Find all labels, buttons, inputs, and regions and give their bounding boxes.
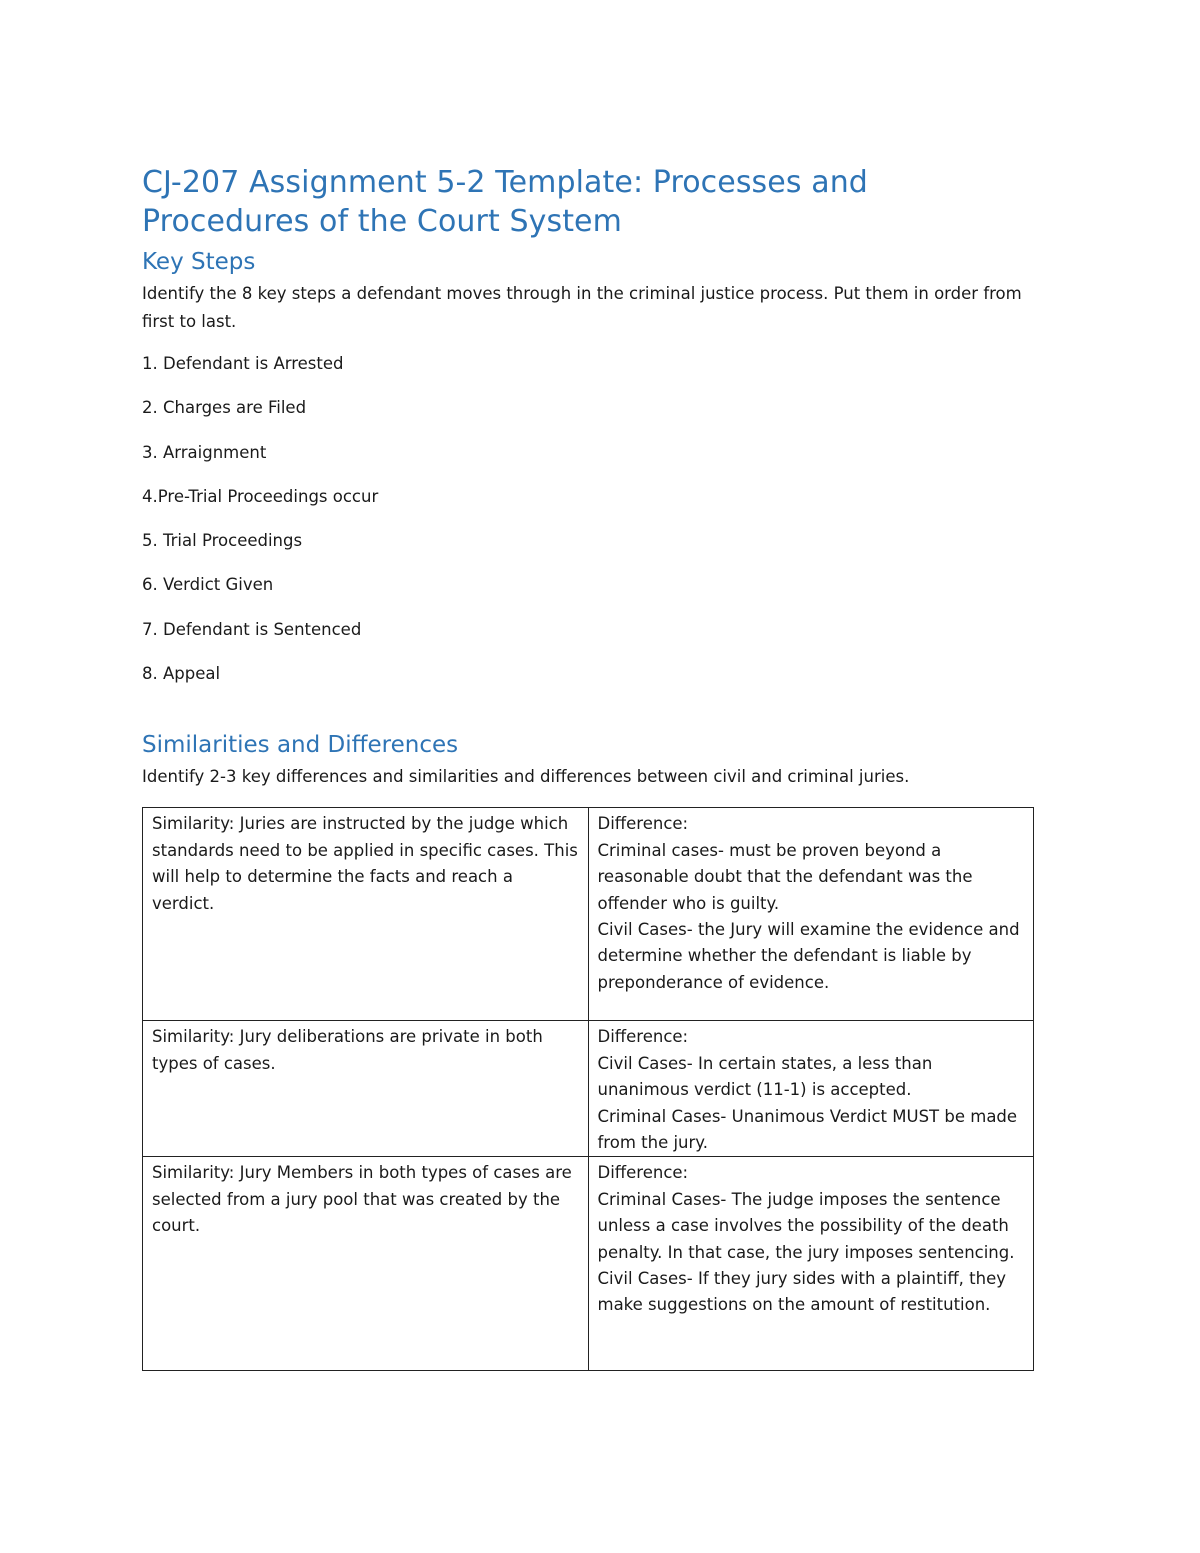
- difference-cell: [588, 1021, 1034, 1157]
- difference-cell: [588, 808, 1034, 1021]
- document-title: CJ-207 Assignment 5-2 Template: Processes and Procedures of the Court System: [142, 165, 868, 239]
- difference-line: Criminal cases- must be proven beyond a reasonable doubt that the defendant was the offender who is guilty.: [597, 840, 973, 913]
- list-item: 7. Defendant is Sentenced: [142, 619, 362, 639]
- similarities-instruction: Identify 2-3 key differences and similarities and differences between civil and criminal juries.: [142, 767, 910, 787]
- difference-line: Civil Cases- the Jury will examine the evidence and determine whether the defendant is liable by preponderance of evidence.: [597, 920, 1020, 992]
- difference-line: Civil Cases- If they jury sides with a plaintiff, they make suggestions on the amount of restitution.: [597, 1269, 1007, 1315]
- list-item: 3. Arraignment: [142, 442, 267, 462]
- difference-label: Difference:: [597, 1163, 689, 1183]
- table-row: [143, 1157, 1034, 1371]
- similarity-text: Similarity: Jury deliberations are private in both types of cases.: [152, 1027, 543, 1073]
- table-row: [143, 808, 1034, 1021]
- key-steps-instruction: Identify the 8 key steps a defendant moves through in the criminal justice process. Put them in order from first to last.: [142, 284, 1022, 331]
- list-item: 5. Trial Proceedings: [142, 531, 303, 551]
- comparison-table: [142, 807, 1034, 1371]
- document-page: [142, 163, 1034, 1371]
- difference-line: Criminal Cases- The judge imposes the sentence unless a case involves the possibility of the death penalty. In that case, the jury imposes sentencing.: [597, 1189, 1015, 1262]
- key-steps-list: [142, 352, 1034, 706]
- list-item: 2. Charges are Filed: [142, 398, 307, 418]
- similarity-cell: [143, 1157, 589, 1371]
- difference-label: Difference:: [597, 814, 689, 834]
- table-row: [143, 1021, 1034, 1157]
- similarities-heading: Similarities and Differences: [142, 732, 459, 759]
- similarity-text: Similarity: Jury Members in both types of cases are selected from a jury pool that was created by the court.: [152, 1163, 572, 1236]
- similarity-cell: [143, 808, 589, 1021]
- key-steps-heading: Key Steps: [142, 249, 256, 275]
- difference-line: Criminal Cases- Unanimous Verdict MUST be made from the jury.: [597, 1106, 1018, 1152]
- similarity-cell: [143, 1021, 589, 1157]
- difference-label: Difference:: [597, 1027, 689, 1047]
- list-item: 1. Defendant is Arrested: [142, 354, 344, 373]
- difference-line: Civil Cases- In certain states, a less than unanimous verdict (11-1) is accepted.: [597, 1053, 933, 1100]
- list-item: 4.Pre-Trial Proceedings occur: [142, 486, 379, 506]
- difference-cell: [588, 1157, 1034, 1371]
- list-item: 8. Appeal: [142, 664, 221, 684]
- similarity-text: Similarity: Juries are instructed by the judge which standards need to be applied in specific cases. This will help to determine the facts and reach a verdict.: [152, 814, 578, 913]
- list-item: 6. Verdict Given: [142, 575, 274, 595]
